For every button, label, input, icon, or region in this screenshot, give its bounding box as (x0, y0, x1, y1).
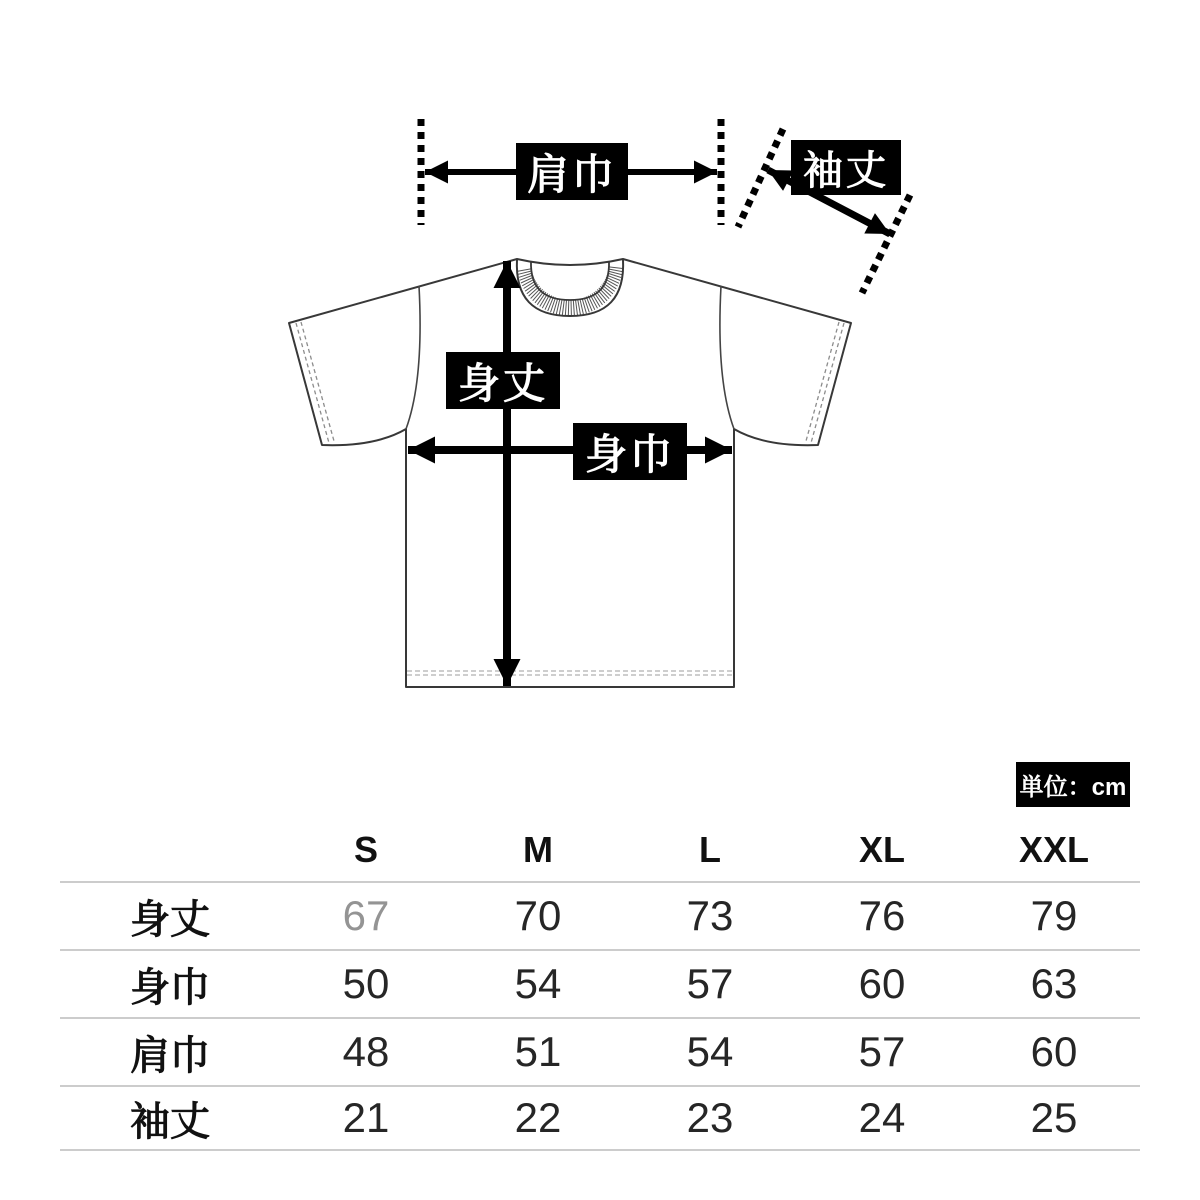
size-table-header-row (60, 819, 1140, 881)
size-value-cell: 57 (686, 960, 734, 1007)
table-row-body-width (60, 949, 1140, 1017)
size-value-cell: 76 (858, 892, 906, 939)
sleeve-length-label: 袖丈 (791, 140, 901, 195)
column-header-l: L (699, 829, 721, 870)
column-header-xxl: XXL (1018, 829, 1089, 870)
row-label: 身丈 (130, 897, 210, 942)
size-value-cell: 70 (514, 892, 562, 939)
size-value-cell: 21 (342, 1094, 390, 1141)
size-value-cell: 51 (514, 1028, 562, 1075)
size-value-cell: 60 (858, 960, 906, 1007)
size-value-cell: 22 (514, 1094, 562, 1141)
size-table (60, 819, 1140, 1151)
size-value-cell: 23 (686, 1094, 734, 1141)
unit-badge: 単位：cm (1016, 762, 1130, 807)
column-header-xl: XL (858, 829, 905, 870)
tshirt-outline (289, 259, 851, 687)
size-value-cell: 48 (342, 1028, 390, 1075)
size-value-cell: 67 (342, 892, 390, 939)
size-value-cell: 24 (858, 1094, 906, 1141)
table-row-sleeve-length (60, 1085, 1140, 1151)
column-header-s: S (353, 829, 378, 870)
body-width-label: 身巾 (573, 423, 687, 480)
column-header-m: M (523, 829, 553, 870)
size-value-cell: 60 (1030, 1028, 1078, 1075)
table-row-shoulder-width (60, 1017, 1140, 1085)
body-length-label: 身丈 (446, 352, 560, 409)
shoulder-width-label: 肩巾 (516, 143, 628, 200)
table-row-body-length (60, 881, 1140, 949)
size-value-cell: 57 (858, 1028, 906, 1075)
size-value-cell: 54 (686, 1028, 734, 1075)
row-label: 肩巾 (130, 1033, 210, 1078)
size-value-cell: 79 (1030, 892, 1078, 939)
row-label: 袖丈 (130, 1099, 210, 1144)
size-value-cell: 63 (1030, 960, 1078, 1007)
size-value-cell: 73 (686, 892, 734, 939)
row-label: 身巾 (130, 965, 210, 1010)
size-value-cell: 25 (1030, 1094, 1078, 1141)
size-value-cell: 50 (342, 960, 390, 1007)
size-value-cell: 54 (514, 960, 562, 1007)
